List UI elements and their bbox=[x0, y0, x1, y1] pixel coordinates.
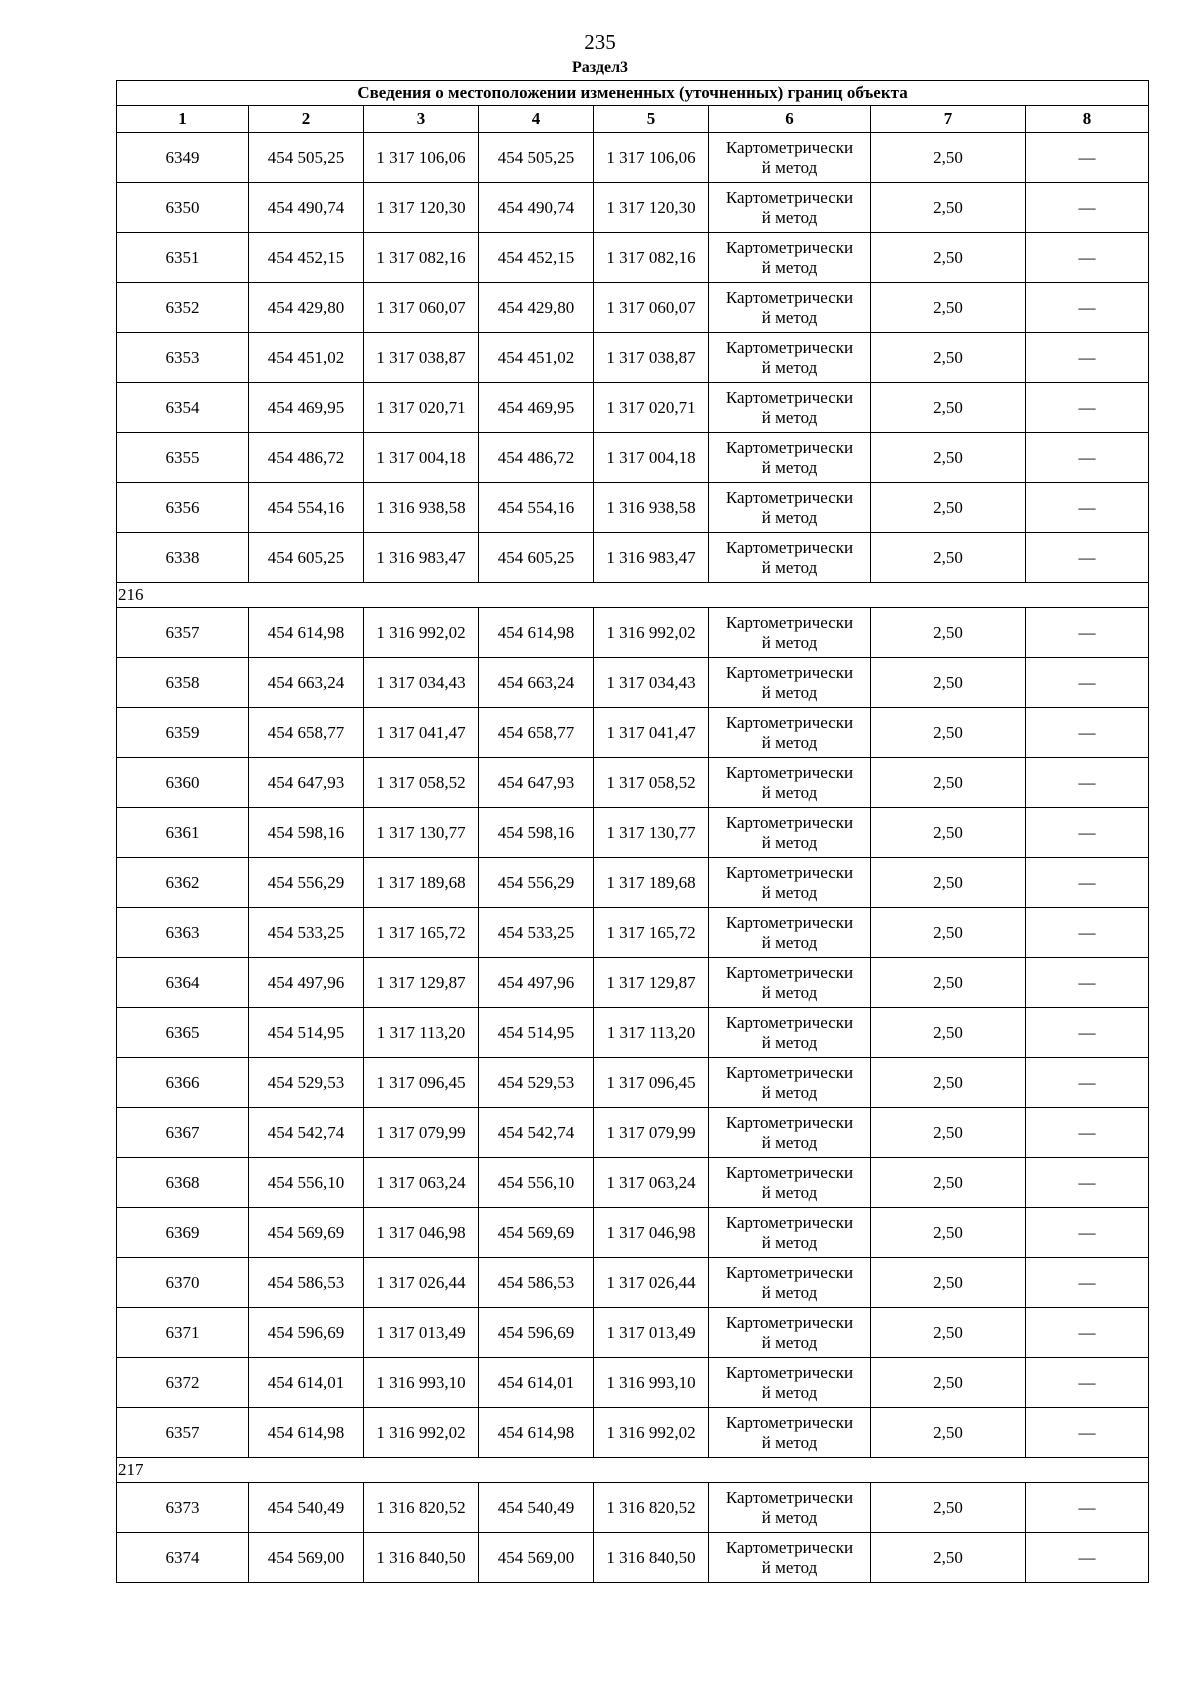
point-number-cell: 6356 bbox=[117, 483, 249, 533]
y-new-cell: 1 316 840,50 bbox=[594, 1533, 709, 1583]
method-cell: Картометрически й метод bbox=[709, 1008, 871, 1058]
y-new-cell: 1 316 820,52 bbox=[594, 1483, 709, 1533]
y-existing-cell: 1 316 938,58 bbox=[364, 483, 479, 533]
y-existing-cell: 1 317 004,18 bbox=[364, 433, 479, 483]
point-number-cell: 6362 bbox=[117, 858, 249, 908]
y-new-cell: 1 317 004,18 bbox=[594, 433, 709, 483]
table-row bbox=[117, 1358, 1149, 1408]
accuracy-cell: 2,50 bbox=[871, 1008, 1026, 1058]
x-new-cell: 454 658,77 bbox=[479, 708, 594, 758]
x-new-cell: 454 490,74 bbox=[479, 183, 594, 233]
x-new-cell: 454 529,53 bbox=[479, 1058, 594, 1108]
accuracy-cell: 2,50 bbox=[871, 433, 1026, 483]
x-new-cell: 454 614,98 bbox=[479, 1408, 594, 1458]
method-cell: Картометрически й метод bbox=[709, 1308, 871, 1358]
description-cell: — bbox=[1026, 1483, 1149, 1533]
point-number-cell: 6354 bbox=[117, 383, 249, 433]
y-existing-cell: 1 317 130,77 bbox=[364, 808, 479, 858]
accuracy-cell: 2,50 bbox=[871, 808, 1026, 858]
point-number-cell: 6360 bbox=[117, 758, 249, 808]
x-existing-cell: 454 469,95 bbox=[249, 383, 364, 433]
point-number-cell: 6372 bbox=[117, 1358, 249, 1408]
description-cell: — bbox=[1026, 1058, 1149, 1108]
contour-group-row bbox=[117, 1458, 1149, 1483]
x-new-cell: 454 605,25 bbox=[479, 533, 594, 583]
x-existing-cell: 454 429,80 bbox=[249, 283, 364, 333]
contour-number: 217 bbox=[117, 1458, 1149, 1483]
table-row bbox=[117, 1533, 1149, 1583]
x-new-cell: 454 586,53 bbox=[479, 1258, 594, 1308]
x-new-cell: 454 663,24 bbox=[479, 658, 594, 708]
x-existing-cell: 454 497,96 bbox=[249, 958, 364, 1008]
description-cell: — bbox=[1026, 1533, 1149, 1583]
point-number-cell: 6365 bbox=[117, 1008, 249, 1058]
point-number-cell: 6367 bbox=[117, 1108, 249, 1158]
y-new-cell: 1 317 026,44 bbox=[594, 1258, 709, 1308]
table-row bbox=[117, 708, 1149, 758]
y-existing-cell: 1 317 020,71 bbox=[364, 383, 479, 433]
point-number-cell: 6338 bbox=[117, 533, 249, 583]
point-number-cell: 6373 bbox=[117, 1483, 249, 1533]
accuracy-cell: 2,50 bbox=[871, 958, 1026, 1008]
table-row bbox=[117, 1108, 1149, 1158]
accuracy-cell: 2,50 bbox=[871, 1533, 1026, 1583]
table-body bbox=[117, 133, 1149, 1583]
y-existing-cell: 1 317 063,24 bbox=[364, 1158, 479, 1208]
y-new-cell: 1 317 113,20 bbox=[594, 1008, 709, 1058]
method-cell: Картометрически й метод bbox=[709, 1483, 871, 1533]
point-number-cell: 6351 bbox=[117, 233, 249, 283]
description-cell: — bbox=[1026, 533, 1149, 583]
point-number-cell: 6364 bbox=[117, 958, 249, 1008]
y-existing-cell: 1 317 041,47 bbox=[364, 708, 479, 758]
table-row bbox=[117, 1208, 1149, 1258]
accuracy-cell: 2,50 bbox=[871, 533, 1026, 583]
accuracy-cell: 2,50 bbox=[871, 1308, 1026, 1358]
method-cell: Картометрически й метод bbox=[709, 808, 871, 858]
table-row bbox=[117, 858, 1149, 908]
x-new-cell: 454 429,80 bbox=[479, 283, 594, 333]
y-new-cell: 1 317 189,68 bbox=[594, 858, 709, 908]
x-new-cell: 454 533,25 bbox=[479, 908, 594, 958]
point-number-cell: 6357 bbox=[117, 608, 249, 658]
y-existing-cell: 1 317 060,07 bbox=[364, 283, 479, 333]
section-title: Раздел3 bbox=[571, 59, 629, 76]
x-new-cell: 454 569,69 bbox=[479, 1208, 594, 1258]
point-number-cell: 6374 bbox=[117, 1533, 249, 1583]
method-cell: Картометрически й метод bbox=[709, 1258, 871, 1308]
accuracy-cell: 2,50 bbox=[871, 1408, 1026, 1458]
y-existing-cell: 1 316 992,02 bbox=[364, 608, 479, 658]
description-cell: — bbox=[1026, 333, 1149, 383]
x-existing-cell: 454 505,25 bbox=[249, 133, 364, 183]
method-cell: Картометрически й метод bbox=[709, 383, 871, 433]
description-cell: — bbox=[1026, 1158, 1149, 1208]
y-new-cell: 1 316 993,10 bbox=[594, 1358, 709, 1408]
description-cell: — bbox=[1026, 1208, 1149, 1258]
x-existing-cell: 454 647,93 bbox=[249, 758, 364, 808]
x-existing-cell: 454 554,16 bbox=[249, 483, 364, 533]
y-existing-cell: 1 317 058,52 bbox=[364, 758, 479, 808]
y-new-cell: 1 317 165,72 bbox=[594, 908, 709, 958]
description-cell: — bbox=[1026, 858, 1149, 908]
x-existing-cell: 454 490,74 bbox=[249, 183, 364, 233]
x-new-cell: 454 469,95 bbox=[479, 383, 594, 433]
y-existing-cell: 1 317 034,43 bbox=[364, 658, 479, 708]
x-existing-cell: 454 514,95 bbox=[249, 1008, 364, 1058]
accuracy-cell: 2,50 bbox=[871, 483, 1026, 533]
x-new-cell: 454 556,29 bbox=[479, 858, 594, 908]
point-number-cell: 6363 bbox=[117, 908, 249, 958]
point-number-cell: 6357 bbox=[117, 1408, 249, 1458]
accuracy-cell: 2,50 bbox=[871, 333, 1026, 383]
description-cell: — bbox=[1026, 908, 1149, 958]
x-existing-cell: 454 556,10 bbox=[249, 1158, 364, 1208]
description-cell: — bbox=[1026, 758, 1149, 808]
x-new-cell: 454 569,00 bbox=[479, 1533, 594, 1583]
point-number-cell: 6350 bbox=[117, 183, 249, 233]
table-row bbox=[117, 433, 1149, 483]
accuracy-cell: 2,50 bbox=[871, 1483, 1026, 1533]
x-existing-cell: 454 598,16 bbox=[249, 808, 364, 858]
y-new-cell: 1 317 038,87 bbox=[594, 333, 709, 383]
accuracy-cell: 2,50 bbox=[871, 858, 1026, 908]
x-existing-cell: 454 529,53 bbox=[249, 1058, 364, 1108]
y-existing-cell: 1 317 038,87 bbox=[364, 333, 479, 383]
point-number-cell: 6361 bbox=[117, 808, 249, 858]
table-row bbox=[117, 533, 1149, 583]
description-cell: — bbox=[1026, 433, 1149, 483]
column-header: 2 bbox=[249, 106, 364, 133]
accuracy-cell: 2,50 bbox=[871, 233, 1026, 283]
table-row bbox=[117, 658, 1149, 708]
y-new-cell: 1 317 046,98 bbox=[594, 1208, 709, 1258]
table-row bbox=[117, 1308, 1149, 1358]
accuracy-cell: 2,50 bbox=[871, 283, 1026, 333]
y-existing-cell: 1 317 079,99 bbox=[364, 1108, 479, 1158]
method-cell: Картометрически й метод bbox=[709, 233, 871, 283]
y-new-cell: 1 317 034,43 bbox=[594, 658, 709, 708]
method-cell: Картометрически й метод bbox=[709, 533, 871, 583]
x-new-cell: 454 540,49 bbox=[479, 1483, 594, 1533]
table-row bbox=[117, 958, 1149, 1008]
point-number-cell: 6368 bbox=[117, 1158, 249, 1208]
point-number-cell: 6371 bbox=[117, 1308, 249, 1358]
x-new-cell: 454 505,25 bbox=[479, 133, 594, 183]
table-row bbox=[117, 1483, 1149, 1533]
accuracy-cell: 2,50 bbox=[871, 758, 1026, 808]
method-cell: Картометрически й метод bbox=[709, 1108, 871, 1158]
y-new-cell: 1 317 060,07 bbox=[594, 283, 709, 333]
x-new-cell: 454 614,01 bbox=[479, 1358, 594, 1408]
description-cell: — bbox=[1026, 1408, 1149, 1458]
x-new-cell: 454 486,72 bbox=[479, 433, 594, 483]
contour-number: 216 bbox=[117, 583, 1149, 608]
point-number-cell: 6358 bbox=[117, 658, 249, 708]
column-number-row bbox=[117, 106, 1149, 133]
method-cell: Картометрически й метод bbox=[709, 1208, 871, 1258]
accuracy-cell: 2,50 bbox=[871, 183, 1026, 233]
x-new-cell: 454 514,95 bbox=[479, 1008, 594, 1058]
method-cell: Картометрически й метод bbox=[709, 283, 871, 333]
accuracy-cell: 2,50 bbox=[871, 708, 1026, 758]
y-existing-cell: 1 317 013,49 bbox=[364, 1308, 479, 1358]
y-existing-cell: 1 317 096,45 bbox=[364, 1058, 479, 1108]
description-cell: — bbox=[1026, 233, 1149, 283]
y-existing-cell: 1 316 983,47 bbox=[364, 533, 479, 583]
x-existing-cell: 454 658,77 bbox=[249, 708, 364, 758]
description-cell: — bbox=[1026, 1308, 1149, 1358]
y-new-cell: 1 316 992,02 bbox=[594, 1408, 709, 1458]
table-row bbox=[117, 1158, 1149, 1208]
point-number-cell: 6355 bbox=[117, 433, 249, 483]
y-new-cell: 1 316 938,58 bbox=[594, 483, 709, 533]
table-row bbox=[117, 758, 1149, 808]
x-new-cell: 454 452,15 bbox=[479, 233, 594, 283]
x-new-cell: 454 497,96 bbox=[479, 958, 594, 1008]
y-existing-cell: 1 316 992,02 bbox=[364, 1408, 479, 1458]
description-cell: — bbox=[1026, 483, 1149, 533]
column-header: 5 bbox=[594, 106, 709, 133]
contour-group-row bbox=[117, 583, 1149, 608]
point-number-cell: 6349 bbox=[117, 133, 249, 183]
table-row bbox=[117, 483, 1149, 533]
y-new-cell: 1 317 013,49 bbox=[594, 1308, 709, 1358]
point-number-cell: 6353 bbox=[117, 333, 249, 383]
y-existing-cell: 1 317 026,44 bbox=[364, 1258, 479, 1308]
description-cell: — bbox=[1026, 708, 1149, 758]
point-number-cell: 6369 bbox=[117, 1208, 249, 1258]
description-cell: — bbox=[1026, 808, 1149, 858]
method-cell: Картометрически й метод bbox=[709, 433, 871, 483]
method-cell: Картометрически й метод bbox=[709, 758, 871, 808]
method-cell: Картометрически й метод bbox=[709, 708, 871, 758]
y-existing-cell: 1 317 106,06 bbox=[364, 133, 479, 183]
column-header: 4 bbox=[479, 106, 594, 133]
x-new-cell: 454 542,74 bbox=[479, 1108, 594, 1158]
x-new-cell: 454 451,02 bbox=[479, 333, 594, 383]
point-number-cell: 6359 bbox=[117, 708, 249, 758]
x-existing-cell: 454 596,69 bbox=[249, 1308, 364, 1358]
y-new-cell: 1 317 079,99 bbox=[594, 1108, 709, 1158]
description-cell: — bbox=[1026, 183, 1149, 233]
method-cell: Картометрически й метод bbox=[709, 908, 871, 958]
x-existing-cell: 454 586,53 bbox=[249, 1258, 364, 1308]
y-existing-cell: 1 317 189,68 bbox=[364, 858, 479, 908]
y-new-cell: 1 317 020,71 bbox=[594, 383, 709, 433]
accuracy-cell: 2,50 bbox=[871, 1058, 1026, 1108]
y-new-cell: 1 317 082,16 bbox=[594, 233, 709, 283]
y-existing-cell: 1 317 129,87 bbox=[364, 958, 479, 1008]
table-row bbox=[117, 1008, 1149, 1058]
description-cell: — bbox=[1026, 383, 1149, 433]
x-new-cell: 454 598,16 bbox=[479, 808, 594, 858]
column-header: 7 bbox=[871, 106, 1026, 133]
y-existing-cell: 1 316 820,52 bbox=[364, 1483, 479, 1533]
accuracy-cell: 2,50 bbox=[871, 1108, 1026, 1158]
description-cell: — bbox=[1026, 658, 1149, 708]
method-cell: Картометрически й метод bbox=[709, 858, 871, 908]
table-row bbox=[117, 283, 1149, 333]
y-new-cell: 1 317 096,45 bbox=[594, 1058, 709, 1108]
accuracy-cell: 2,50 bbox=[871, 608, 1026, 658]
method-cell: Картометрически й метод bbox=[709, 183, 871, 233]
method-cell: Картометрически й метод bbox=[709, 133, 871, 183]
description-cell: — bbox=[1026, 283, 1149, 333]
y-new-cell: 1 317 130,77 bbox=[594, 808, 709, 858]
column-header: 1 bbox=[117, 106, 249, 133]
boundary-coordinates-table bbox=[116, 80, 1149, 1583]
y-existing-cell: 1 316 840,50 bbox=[364, 1533, 479, 1583]
description-cell: — bbox=[1026, 1008, 1149, 1058]
accuracy-cell: 2,50 bbox=[871, 1358, 1026, 1408]
table-row bbox=[117, 908, 1149, 958]
point-number-cell: 6352 bbox=[117, 283, 249, 333]
description-cell: — bbox=[1026, 958, 1149, 1008]
column-header: 3 bbox=[364, 106, 479, 133]
x-existing-cell: 454 533,25 bbox=[249, 908, 364, 958]
y-new-cell: 1 317 129,87 bbox=[594, 958, 709, 1008]
description-cell: — bbox=[1026, 1108, 1149, 1158]
accuracy-cell: 2,50 bbox=[871, 658, 1026, 708]
x-existing-cell: 454 614,98 bbox=[249, 608, 364, 658]
table-row bbox=[117, 1058, 1149, 1108]
method-cell: Картометрически й метод bbox=[709, 1158, 871, 1208]
y-existing-cell: 1 317 082,16 bbox=[364, 233, 479, 283]
method-cell: Картометрически й метод bbox=[709, 1058, 871, 1108]
x-new-cell: 454 554,16 bbox=[479, 483, 594, 533]
table-row bbox=[117, 608, 1149, 658]
method-cell: Картометрически й метод bbox=[709, 608, 871, 658]
x-existing-cell: 454 605,25 bbox=[249, 533, 364, 583]
column-header: 6 bbox=[709, 106, 871, 133]
table-row bbox=[117, 133, 1149, 183]
point-number-cell: 6366 bbox=[117, 1058, 249, 1108]
method-cell: Картометрически й метод bbox=[709, 658, 871, 708]
x-new-cell: 454 596,69 bbox=[479, 1308, 594, 1358]
method-cell: Картометрически й метод bbox=[709, 958, 871, 1008]
y-new-cell: 1 317 058,52 bbox=[594, 758, 709, 808]
x-existing-cell: 454 614,98 bbox=[249, 1408, 364, 1458]
y-existing-cell: 1 317 165,72 bbox=[364, 908, 479, 958]
y-new-cell: 1 317 120,30 bbox=[594, 183, 709, 233]
table-row bbox=[117, 383, 1149, 433]
x-existing-cell: 454 452,15 bbox=[249, 233, 364, 283]
y-new-cell: 1 317 063,24 bbox=[594, 1158, 709, 1208]
description-cell: — bbox=[1026, 1358, 1149, 1408]
x-existing-cell: 454 663,24 bbox=[249, 658, 364, 708]
table-row bbox=[117, 808, 1149, 858]
accuracy-cell: 2,50 bbox=[871, 1258, 1026, 1308]
x-new-cell: 454 647,93 bbox=[479, 758, 594, 808]
x-existing-cell: 454 486,72 bbox=[249, 433, 364, 483]
point-number-cell: 6370 bbox=[117, 1258, 249, 1308]
y-new-cell: 1 317 041,47 bbox=[594, 708, 709, 758]
accuracy-cell: 2,50 bbox=[871, 908, 1026, 958]
method-cell: Картометрически й метод bbox=[709, 1408, 871, 1458]
x-existing-cell: 454 569,00 bbox=[249, 1533, 364, 1583]
y-existing-cell: 1 317 120,30 bbox=[364, 183, 479, 233]
y-existing-cell: 1 317 113,20 bbox=[364, 1008, 479, 1058]
table-caption: Сведения о местоположении измененных (уточненных) границ объекта bbox=[117, 81, 1149, 106]
table-row bbox=[117, 1258, 1149, 1308]
x-new-cell: 454 556,10 bbox=[479, 1158, 594, 1208]
description-cell: — bbox=[1026, 1258, 1149, 1308]
method-cell: Картометрически й метод bbox=[709, 1358, 871, 1408]
y-existing-cell: 1 317 046,98 bbox=[364, 1208, 479, 1258]
accuracy-cell: 2,50 bbox=[871, 1208, 1026, 1258]
x-existing-cell: 454 540,49 bbox=[249, 1483, 364, 1533]
accuracy-cell: 2,50 bbox=[871, 133, 1026, 183]
x-existing-cell: 454 569,69 bbox=[249, 1208, 364, 1258]
method-cell: Картометрически й метод bbox=[709, 333, 871, 383]
x-existing-cell: 454 451,02 bbox=[249, 333, 364, 383]
accuracy-cell: 2,50 bbox=[871, 383, 1026, 433]
y-existing-cell: 1 316 993,10 bbox=[364, 1358, 479, 1408]
y-new-cell: 1 317 106,06 bbox=[594, 133, 709, 183]
description-cell: — bbox=[1026, 608, 1149, 658]
table-row bbox=[117, 233, 1149, 283]
page-number: 235 bbox=[584, 30, 616, 54]
table-row bbox=[117, 333, 1149, 383]
method-cell: Картометрически й метод bbox=[709, 1533, 871, 1583]
table-row bbox=[117, 1408, 1149, 1458]
table-row bbox=[117, 183, 1149, 233]
x-existing-cell: 454 542,74 bbox=[249, 1108, 364, 1158]
x-existing-cell: 454 614,01 bbox=[249, 1358, 364, 1408]
x-existing-cell: 454 556,29 bbox=[249, 858, 364, 908]
y-new-cell: 1 316 992,02 bbox=[594, 608, 709, 658]
accuracy-cell: 2,50 bbox=[871, 1158, 1026, 1208]
x-new-cell: 454 614,98 bbox=[479, 608, 594, 658]
description-cell: — bbox=[1026, 133, 1149, 183]
column-header: 8 bbox=[1026, 106, 1149, 133]
method-cell: Картометрически й метод bbox=[709, 483, 871, 533]
y-new-cell: 1 316 983,47 bbox=[594, 533, 709, 583]
